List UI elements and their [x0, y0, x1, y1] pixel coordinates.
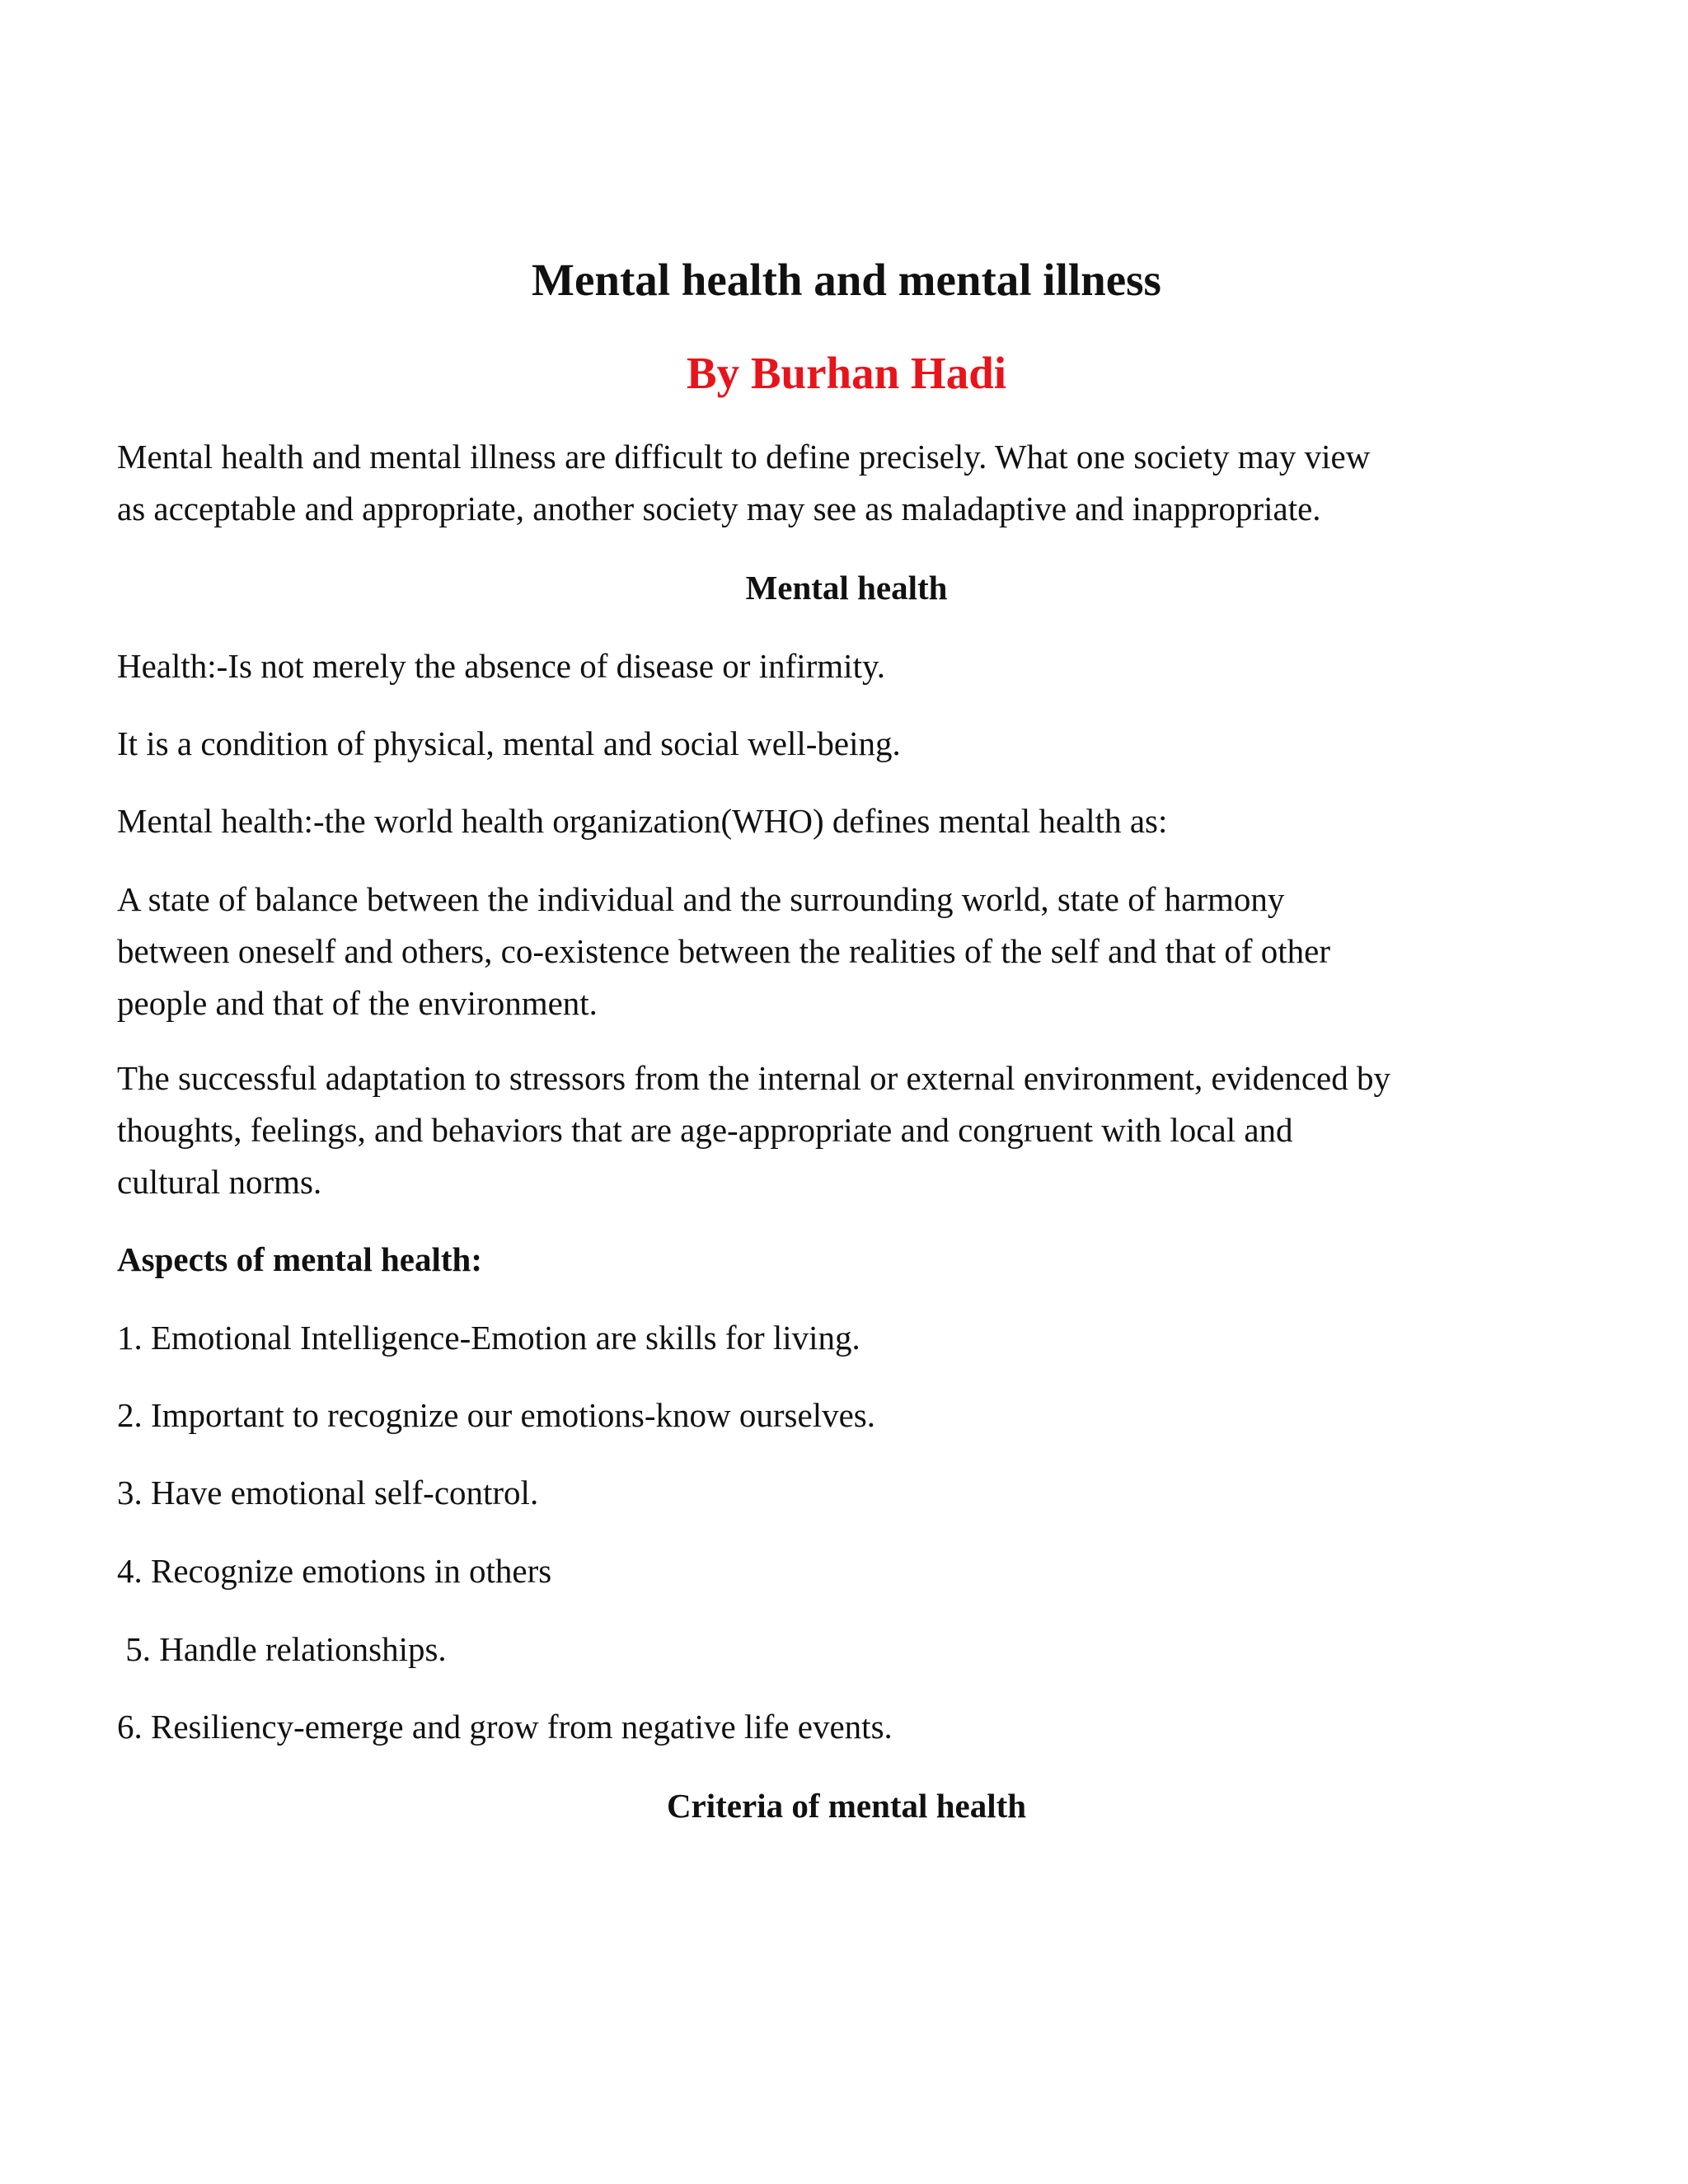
aspect-item-5: 5. Handle relationships. [117, 1630, 447, 1668]
aspect-item-4: 4. Recognize emotions in others [117, 1552, 552, 1590]
adaptation-line-3: cultural norms. [117, 1163, 322, 1201]
aspect-item-2: 2. Important to recognize our emotions-know ourselves. [117, 1396, 875, 1434]
intro-line-1: Mental health and mental illness are difficult to define precisely. What one society may view [117, 438, 1371, 476]
intro-paragraph [117, 431, 1576, 535]
intro-line-2: as acceptable and appropriate, another society may see as maladaptive and inappropriate. [117, 490, 1321, 527]
state-balance-line-1: A state of balance between the individual and the surrounding world, state of harmony [117, 880, 1285, 918]
aspects-heading: Aspects of mental health: [117, 1240, 482, 1278]
criteria-heading: Criteria of mental health [666, 1787, 1027, 1825]
health-condition: It is a condition of physical, mental and social well-being. [117, 724, 901, 762]
document-author: By Burhan Hadi [686, 348, 1007, 398]
state-balance-line-3: people and that of the environment. [117, 984, 598, 1022]
state-balance-paragraph [117, 874, 1576, 1029]
adaptation-line-1: The successful adaptation to stressors from the internal or external environment, evidenced by [117, 1059, 1390, 1097]
document-title: Mental health and mental illness [532, 255, 1161, 305]
who-definition-intro: Mental health:-the world health organization(WHO) defines mental health as: [117, 802, 1168, 840]
health-definition: Health:-Is not merely the absence of disease or infirmity. [117, 647, 886, 685]
aspect-item-3: 3. Have emotional self-control. [117, 1474, 539, 1511]
aspect-item-1: 1. Emotional Intelligence-Emotion are skills for living. [117, 1319, 860, 1357]
aspect-item-6: 6. Resiliency-emerge and grow from negative life events. [117, 1708, 893, 1746]
adaptation-line-2: thoughts, feelings, and behaviors that are age-appropriate and congruent with local and [117, 1111, 1293, 1149]
mental-health-heading: Mental health [745, 569, 948, 607]
adaptation-paragraph [117, 1052, 1576, 1208]
state-balance-line-2: between oneself and others, co-existence between the realities of the self and that of other [117, 932, 1330, 970]
